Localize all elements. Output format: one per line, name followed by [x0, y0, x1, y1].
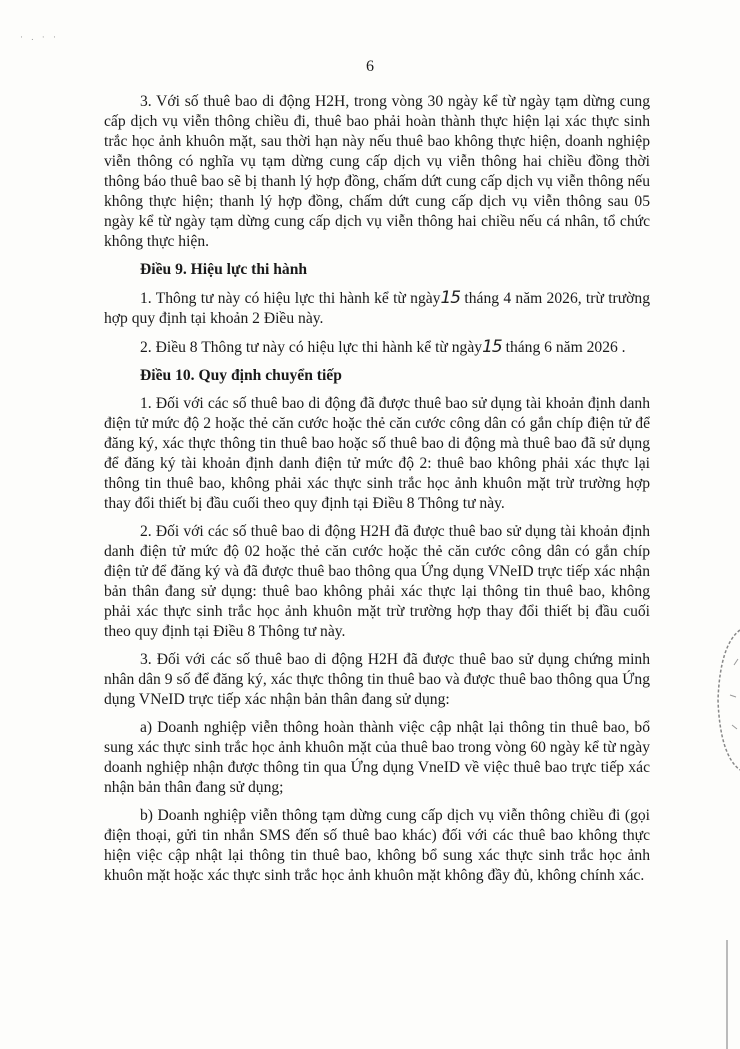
document-body	[104, 92, 650, 894]
article-9-clause-1	[104, 288, 650, 329]
article-10-point-a: a) Doanh nghiệp viễn thông hoàn thành việc cập nhật lại thông tin thuê bao, bổ sung xác thực sinh trắc học ảnh khuôn mặt của thuê bao trong vòng 60 ngày kể từ ngày doanh nghiệp nhận được thông tin qua Ứng dụng VneID về việc thuê bao trực tiếp xác nhận bản thân đang sử dụng;	[104, 719, 650, 796]
seal-edge-mark	[710, 625, 740, 775]
handwritten-day: 15	[482, 337, 502, 357]
clause-text: 1. Thông tư này có hiệu lực thi hành kể từ ngày	[140, 290, 441, 307]
clause-text: 2. Điều 8 Thông tư này có hiệu lực thi hành kể từ ngày	[140, 339, 483, 356]
handwritten-day: 15	[440, 288, 461, 308]
article-10-clause-3: 3. Đối với các số thuê bao di động H2H đã được thuê bao sử dụng chứng minh nhân dân 9 số để đăng ký, xác thực thông tin thuê bao và được thuê bao thông qua Ứng dụng VNeID trực tiếp xác nhận bản thân đang sử dụng:	[104, 651, 650, 708]
article-9-heading: Điều 9. Hiệu lực thi hành	[140, 261, 308, 278]
page-number: 6	[366, 58, 374, 75]
scan-edge-line	[726, 940, 728, 1049]
article-10-clause-1: 1. Đối với các số thuê bao di động đã được thuê bao sử dụng tài khoản định danh điện tử mức độ 2 hoặc thẻ căn cước hoặc thẻ căn cước công dân có gắn chíp điện tử để đăng ký, xác thực thông tin thuê bao hoặc số thuê bao di động mà thuê bao đã sử dụng để đăng ký tài khoản định danh điện tử mức độ 2: thuê bao không phải xác thực lại thông tin thuê bao, không phải xác thực sinh trắc học ảnh khuôn mặt trừ trường hợp thay đổi thiết bị đầu cuối theo quy định tại Điều 8 Thông tư này.	[104, 395, 650, 512]
article-10-clause-2: 2. Đối với các số thuê bao di động H2H đã được thuê bao sử dụng tài khoản định danh điện tử mức độ 02 hoặc thẻ căn cước hoặc thẻ căn cước công dân có gắn chíp điện tử để đăng ký và đã được thuê bao thông qua Ứng dụng VNeID trực tiếp xác nhận bản thân đang sử dụng: thuê bao không phải xác thực lại thông tin thuê bao, không phải xác thực sinh trắc học ảnh khuôn mặt trừ trường hợp thay đổi thiết bị đầu cuối theo quy định tại Điều 8 Thông tư này.	[104, 523, 650, 640]
article-9-clause-2	[104, 337, 650, 358]
scan-specks: · . · ·	[20, 32, 59, 42]
clause-text: tháng 6 năm 2026 .	[501, 339, 626, 356]
article-10-heading: Điều 10. Quy định chuyển tiếp	[140, 367, 342, 384]
clause-text: tháng 4 năm 2026, trừ trường hợp quy định tại khoản 2 Điều này.	[104, 290, 651, 327]
article-10-point-b: b) Doanh nghiệp viễn thông tạm dừng cung cấp dịch vụ viễn thông chiều đi (gọi điện thoại, gửi tin nhắn SMS đến số thuê bao khác) đối với các thuê bao không thực hiện việc cập nhật lại thông tin thuê bao, không bổ sung xác thực sinh trắc học ảnh khuôn mặt hoặc xác thực sinh trắc học ảnh khuôn mặt không đầy đủ, không chính xác.	[104, 807, 650, 884]
paragraph-clause-3: 3. Với số thuê bao di động H2H, trong vòng 30 ngày kể từ ngày tạm dừng cung cấp dịch vụ viễn thông chiều đi, thuê bao phải hoàn thành thực hiện lại xác thực sinh trắc học ảnh khuôn mặt, sau thời hạn này nếu thuê bao không thực hiện, doanh nghiệp viễn thông có nghĩa vụ tạm dừng cung cấp dịch vụ viễn thông hai chiều đồng thời thông báo thuê bao sẽ bị thanh lý hợp đồng, chấm dứt cung cấp dịch vụ viễn thông nếu không thực hiện; thanh lý hợp đồng, chấm dứt cung cấp dịch vụ viễn thông sau 05 ngày kể từ ngày tạm dừng cung cấp dịch vụ viễn thông hai chiều nếu cá nhân, tổ chức không thực hiện.	[104, 93, 650, 250]
